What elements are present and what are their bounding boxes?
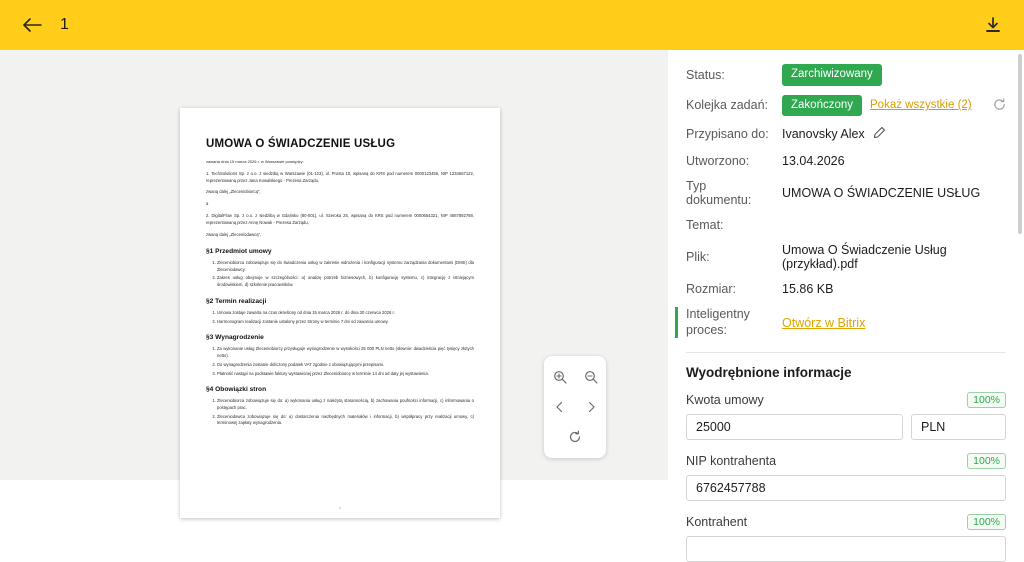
- document-party-separator: a: [206, 201, 209, 207]
- confidence-badge: 100%: [967, 392, 1006, 408]
- property-label-status: Status:: [686, 67, 725, 82]
- document-section-list: [206, 346, 474, 377]
- panel-divider: [686, 352, 1006, 353]
- back-arrow-icon[interactable]: [18, 11, 46, 39]
- status-badge: Zarchiwizowany: [782, 64, 882, 86]
- properties-grid: [686, 64, 1006, 338]
- download-icon[interactable]: [980, 12, 1006, 38]
- document-viewer: [0, 50, 668, 510]
- document-party-2: 2. DigitalFlow Sp. z o.o. z siedzibą w Gdańsku (80-001), ul. Szeroka 25, wpisaną do KRS pod numerem 0000654321, NIP 4567892788, reprezentowaną przez Annę Nowak - Prezesa Zarządu,: [206, 213, 474, 226]
- list-item: 1. Zleceniobiorca zobowiązuje się do świadczenia usług w zakresie wdrożenia i konfiguracji systemu zarządzania dokumentami (DMS) dla Zleceniodawcy.: [217, 260, 474, 273]
- assigned-to-value: Ivanovsky Alex: [782, 127, 865, 142]
- field-inputs: [686, 536, 1006, 562]
- property-value-status: [782, 64, 1006, 86]
- document-section-heading: §1 Przedmiot umowy: [206, 248, 272, 256]
- document-section-heading: §3 Wynagrodzenie: [206, 334, 264, 342]
- task-queue-badge: Zakończony: [782, 95, 862, 117]
- field-contractor-nip: [686, 453, 1006, 501]
- open-in-bitrix-link[interactable]: Otwórz w Bitrix: [782, 315, 866, 330]
- main-body: [0, 50, 1024, 530]
- document-party-1-role: zwaną dalej „Zleceniobiorcą",: [206, 189, 261, 195]
- refresh-icon[interactable]: [993, 98, 1006, 113]
- contract-currency-input[interactable]: [911, 414, 1006, 440]
- document-party-2-role: zwaną dalej „Zleceniodawcą",: [206, 232, 262, 238]
- top-bar: [0, 0, 1024, 50]
- viewer-toolbar: [544, 356, 606, 458]
- property-label-created: Utworzono:: [686, 154, 750, 169]
- property-label-task-queue: Kolejka zadań:: [686, 98, 769, 113]
- rotate-icon[interactable]: [560, 422, 591, 452]
- document-section-heading: §4 Obowiązki stron: [206, 386, 267, 394]
- page-title: 1: [60, 16, 69, 33]
- property-label-assigned-to: Przypisano do:: [686, 127, 769, 142]
- panel-scrollbar[interactable]: [1018, 54, 1022, 234]
- property-value-size: 15.86 KB: [782, 282, 834, 297]
- document-page: [180, 108, 500, 518]
- property-value-created: 13.04.2026: [782, 154, 845, 169]
- field-inputs: [686, 475, 1006, 501]
- list-item: 3. Płatność nastąpi na podstawie faktury wystawionej przez Zleceniobiorcę w terminie 14 dni od daty jej wystawienia.: [217, 371, 474, 378]
- property-value-subject: [782, 216, 1006, 234]
- document-party-1: 1. TechSolutions Sp. z o.o. z siedzibą w Warszawie (01-123), ul. Prosta 10, wpisaną do KRS pod numerem 0000123456, NIP 1234567122, reprezentowaną przez Jana Kowalskiego - Prezesa Zarządu,: [206, 170, 474, 183]
- confidence-badge: 100%: [967, 514, 1006, 530]
- confidence-badge: 100%: [967, 453, 1006, 469]
- properties-panel: [668, 50, 1024, 530]
- extracted-info-title: Wyodrębnione informacje: [686, 365, 852, 381]
- list-item: 1. Umowa zostaje zawarta na czas określony od dnia 15 marca 2026 r. do dnia 30 czerwca 2026 r.: [217, 310, 474, 317]
- field-contract-amount: [686, 392, 1006, 440]
- field-header: [686, 514, 1006, 530]
- show-all-tasks-link[interactable]: Pokaż wszystkie (2): [870, 99, 972, 112]
- property-label-document-type: Typ dokumentu:: [686, 179, 752, 208]
- document-intro: zawarta dnia 15 marca 2026 r. w Warszawie pomiędzy:: [206, 159, 304, 164]
- property-label-size: Rozmiar:: [686, 282, 737, 297]
- zoom-in-icon[interactable]: [544, 362, 575, 392]
- contractor-input[interactable]: [686, 536, 1006, 562]
- field-inputs: [686, 414, 1006, 440]
- property-value-assigned-to: [782, 125, 1006, 143]
- list-item: 1. Za wykonanie usług Zleceniobiorcy przysługuje wynagrodzenie w wysokości 25 000 PLN netto (słownie: dwadzieścia pięć tysięcy złotych netto).: [217, 346, 474, 359]
- list-item: 1. Zleceniobiorca zobowiązuje się do: a) wykonania usług z należytą starannością, b) zachowania poufności informacji, c) informowania o postępach prac.: [217, 398, 474, 411]
- document-section-list: [206, 398, 474, 427]
- chevron-right-icon[interactable]: [575, 392, 606, 422]
- property-label-file: Plik:: [686, 250, 710, 265]
- contract-amount-input[interactable]: [686, 414, 903, 440]
- property-value-smart-process: [782, 314, 1006, 332]
- field-label: Kontrahent: [686, 515, 748, 530]
- field-label: NIP kontrahenta: [686, 454, 777, 469]
- list-item: 2. Do wynagrodzenia zostanie doliczony podatek VAT zgodnie z obowiązującymi przepisami.: [217, 362, 474, 369]
- document-section-list: [206, 260, 474, 289]
- field-header: [686, 453, 1006, 469]
- page-number: 1: [338, 505, 342, 510]
- field-contractor: [686, 514, 1006, 562]
- property-value-document-type: UMOWA O ŚWIADCZENIE USŁUG: [782, 186, 981, 201]
- list-item: 2. Harmonogram realizacji zostanie ustalony przez Strony w terminie 7 dni od zawarcia umowy.: [217, 319, 474, 326]
- field-header: [686, 392, 1006, 408]
- document-title: UMOWA O ŚWIADCZENIE USŁUG: [206, 138, 396, 150]
- field-label: Kwota umowy: [686, 393, 764, 408]
- list-item: 2. Zleceniodawca zobowiązuje się do: a) dostarczenia niezbędnych materiałów i informacji, b) współpracy przy realizacji umowy, c) terminowej zapłaty wynagrodzenia.: [217, 414, 474, 427]
- document-section-list: [206, 310, 474, 325]
- zoom-out-icon[interactable]: [575, 362, 606, 392]
- property-label-subject: Temat:: [686, 218, 724, 233]
- contractor-nip-input[interactable]: [686, 475, 1006, 501]
- property-value-file: Umowa O Świadczenie Usług (przykład).pdf: [782, 243, 947, 272]
- property-label-smart-process: Inteligentny proces:: [675, 307, 774, 338]
- pencil-icon[interactable]: [873, 126, 886, 142]
- property-value-task-queue: [782, 95, 1006, 117]
- chevron-left-icon[interactable]: [544, 392, 575, 422]
- list-item: 2. Zakres usług obejmuje w szczególności: a) analizę potrzeb biznesowych, b) konfigurację systemu, c) integrację z istniejącym środowiskiem, d) szkolenie pracowników.: [217, 275, 474, 288]
- document-section-heading: §2 Termin realizacji: [206, 297, 267, 305]
